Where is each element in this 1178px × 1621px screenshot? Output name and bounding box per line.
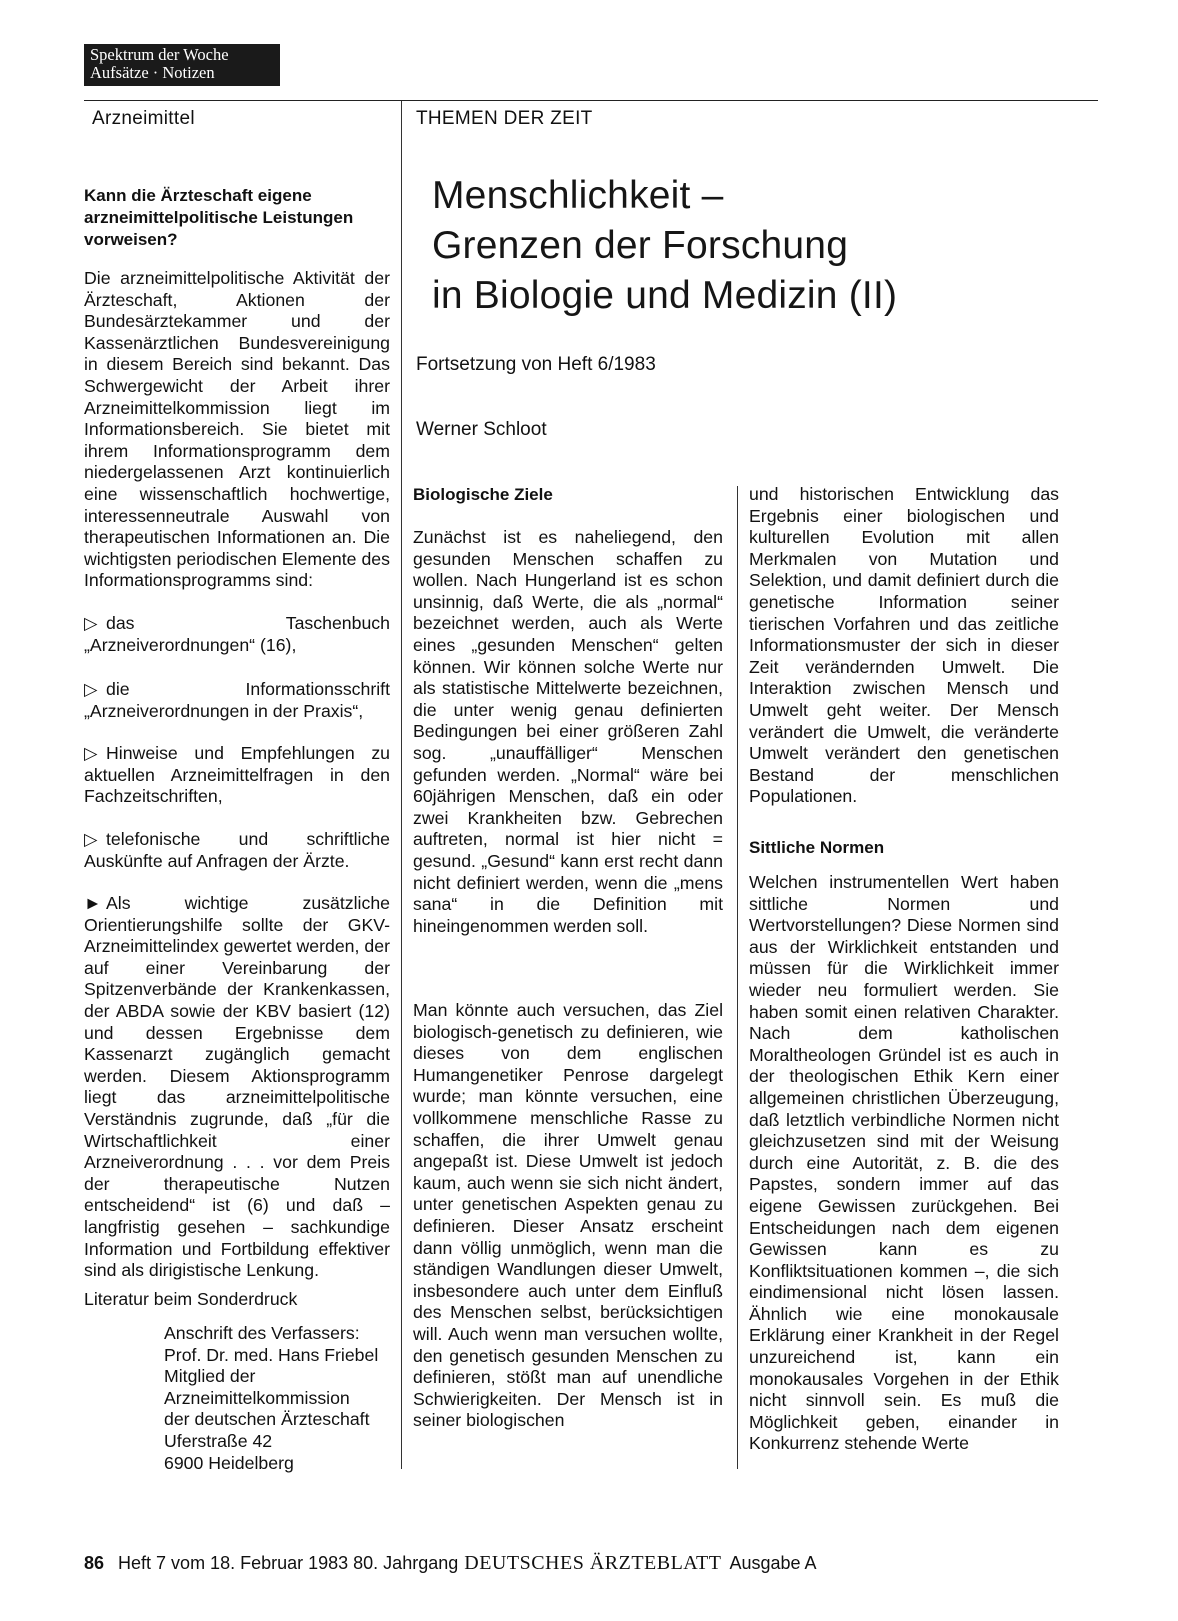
address-line: der deutschen Ärzteschaft <box>164 1409 370 1430</box>
bullet-item <box>84 743 390 808</box>
article-paragraph: Man könnte auch versuchen, das Ziel biologisch-genetisch zu definieren, wie dieses von dem englischen Humangenetiker Penrose dargelegt wurde; man könnte versuchen, eine vollkommene menschliche Rasse zu schaffen, die ihrer Umwelt genau angepaßt ist. Diese Umwelt ist jedoch kaum, auch wenn sie sich nicht ändert, unter genetischen Aspekten genau zu definieren. Dieser Ansatz erscheint dann völlig unmöglich, wenn man die ständigen Wandlungen dieser Umwelt, insbesondere auch unter dem Einfluß des Menschen selbst, berücksichtigen will. Auch wenn man versuchen wollte, den genetisch gesunden Menschen zu definieren, stößt man auf unendliche Schwierigkeiten. Der Mensch ist in seiner biologischen <box>413 1000 723 1431</box>
column-divider-article <box>737 486 738 1469</box>
page-footer <box>84 1552 817 1575</box>
closing-text: Als wichtige zusätzliche Orientierungshilfe sollte der GKV-Arzneimittelindex gewertet werden, der auf einer Vereinbarung der Spitzenverbände der Krankenkassen, der ABDA sowie der KBV basiert (12) und dessen Ergebnisse dem Kassenarzt zugänglich gemacht werden. Diesem Aktionsprogramm liegt das arzneimittelpolitische Verständnis zugrunde, daß „für die Wirtschaftlichkeit einer Arzneiverordnung . . . vor dem Preis der therapeutische Nutzen entscheidend“ ist (6) und daß – langfristig gesehen – sachkundige Information und Fortbildung effektiver sind als dirigistische Lenkung. <box>84 893 390 1281</box>
article-paragraph: Welchen instrumentellen Wert haben sittliche Normen und Wertvorstellungen? Diese Normen sind aus der Wirklichkeit entstanden und müssen für die Wirklichkeit immer wieder neu formuliert werden. Sie haben somit einen relativen Charakter. Nach dem katholischen Moraltheologen Gründel ist es auch in der theologischen Ethik Kern einer allgemeinen christlichen Überzeugung, daß letztlich verbindliche Normen nicht gleichzusetzen sind mit der Weisung durch eine Autorität, z. B. die des Papstes, sondern immer auf das eigene Gewissen zurückgehen. Bei Entscheidungen nach dem eigenen Gewissen kann es zu Konfliktsituationen kommen –, die sich eindimensional nicht lösen lassen. Ähnlich wie eine monokausale Erklärung einer Krankheit in der Regel unzureichend ist, kann ein monokausales Vorgehen in der Ethik nicht sinnvoll sein. Es muß die Möglichkeit geben, einander in Konkurrenz stehende Werte <box>749 872 1059 1454</box>
issue-info: Heft 7 vom 18. Februar 1983 80. Jahrgang <box>118 1553 459 1573</box>
title-line: Grenzen der Forschung <box>432 224 849 267</box>
address-line: Uferstraße 42 <box>164 1430 273 1451</box>
right-column-label: THEMEN DER ZEIT <box>416 108 593 129</box>
address-line: Anschrift des Verfassers: <box>164 1323 360 1343</box>
column-divider-main <box>401 101 402 1469</box>
triangle-bullet-icon: ▷ <box>84 679 98 699</box>
continuation-note: Fortsetzung von Heft 6/1983 <box>416 354 656 375</box>
section-heading-biologische-ziele: Biologische Ziele <box>413 485 553 504</box>
header-rule <box>84 100 1098 101</box>
arrow-bullet-icon: ► <box>84 893 102 913</box>
section-tab-line2: Aufsätze · Notizen <box>90 63 215 82</box>
left-intro-paragraph: Die arzneimittelpolitische Aktivität der Ärzteschaft, Aktionen der Bundesärztekammer und der Kassenärztlichen Bundesvereinigung in diesem Bereich sind bekannt. Das Schwergewicht der Arbeit ihrer Arzneimittelkommission liegt im Informationsbereich. Sie bietet mit ihrem Informationsprogramm dem niedergelassenen Arzt kontinuierlich eine wissenschaftlich hochwertige, interessenneutrale Auswahl von therapeutischen Informationen an. Die wichtigsten periodischen Elemente des Informationsprogramms sind: <box>84 268 390 591</box>
article-paragraph: und historischen Entwicklung das Ergebnis einer biologischen und kulturellen Evolution mit allen Merkmalen von Mutation und Selektion, und damit definiert durch die genetische Information seiner tierischen Vorfahren und das zeitliche Informationsmuster der sich in dieser Zeit verändernden Umwelt. Die Interaktion zwischen Mensch und Umwelt geht weiter. Der Mensch verändert die Umwelt, die veränderte Umwelt verändert den genetischen Bestand der menschlichen Populationen. <box>749 484 1059 807</box>
author-address <box>164 1323 404 1474</box>
address-line: Prof. Dr. med. Hans Friebel <box>164 1344 379 1365</box>
bullet-text: telefonische und schriftliche Auskünfte auf Anfragen der Ärzte. <box>84 829 390 871</box>
triangle-bullet-icon: ▷ <box>84 743 98 763</box>
author-name: Werner Schloot <box>416 419 547 440</box>
triangle-bullet-icon: ▷ <box>84 829 98 849</box>
section-tab <box>84 44 280 86</box>
bullet-text: Hinweise und Empfehlungen zu aktuellen Arzneimittelfragen in den Fachzeitschriften, <box>84 743 390 807</box>
title-line: Menschlichkeit – <box>432 174 724 217</box>
literature-note: Literatur beim Sonderdruck <box>84 1289 298 1309</box>
section-heading-sittliche-normen: Sittliche Normen <box>749 838 885 857</box>
bullet-text: das Taschenbuch „Arzneiverordnungen“ (16), <box>84 613 390 655</box>
address-line: Mitglied der <box>164 1366 256 1387</box>
article-paragraph: Zunächst ist es naheliegend, den gesunden Menschen schaffen zu wollen. Nach Hungerland ist es schon unsinnig, daß Werte, die als „normal“ bezeichnet werden, auch als Werte eines „gesunden Menschen“ gelten können. Wir können solche Werte nur als statistische Mittelwerte bezeichnen, die unter wenig genau definierten Bedingungen bei einer größeren Zahl sog. „unauffälliger“ Menschen gefunden werden. „Normal“ wäre bei 60jährigen Menschen, daß ein oder zwei Krankheiten bzw. Gebrechen auftreten, normal ist hier nicht = gesund. „Gesund“ kann erst recht dann nicht definiert werden, wenn die „mens sana“ in die Definition mit hineingenommen werden soll. <box>413 527 723 936</box>
page-number: 86 <box>84 1553 105 1573</box>
bullet-item <box>84 679 390 722</box>
bullet-item <box>84 613 390 656</box>
triangle-bullet-icon: ▷ <box>84 613 98 633</box>
journal-name: DEUTSCHES ÄRZTEBLATT <box>464 1552 722 1574</box>
bullet-item <box>84 829 390 872</box>
title-line: in Biologie und Medizin (II) <box>432 274 898 317</box>
article-title <box>432 171 1092 321</box>
edition: Ausgabe A <box>729 1553 817 1573</box>
left-closing-paragraph <box>84 893 390 1282</box>
section-tab-line1: Spektrum der Woche <box>90 45 229 64</box>
address-line: 6900 Heidelberg <box>164 1452 294 1473</box>
left-column-label: Arzneimittel <box>92 108 195 129</box>
bullet-text: die Informationsschrift „Arzneiverordnungen in der Praxis“, <box>84 679 390 721</box>
address-line: Arzneimittelkommission <box>164 1387 350 1408</box>
left-heading: Kann die Ärzteschaft eigene arzneimittelpolitische Leistungen vorweisen? <box>84 186 354 249</box>
